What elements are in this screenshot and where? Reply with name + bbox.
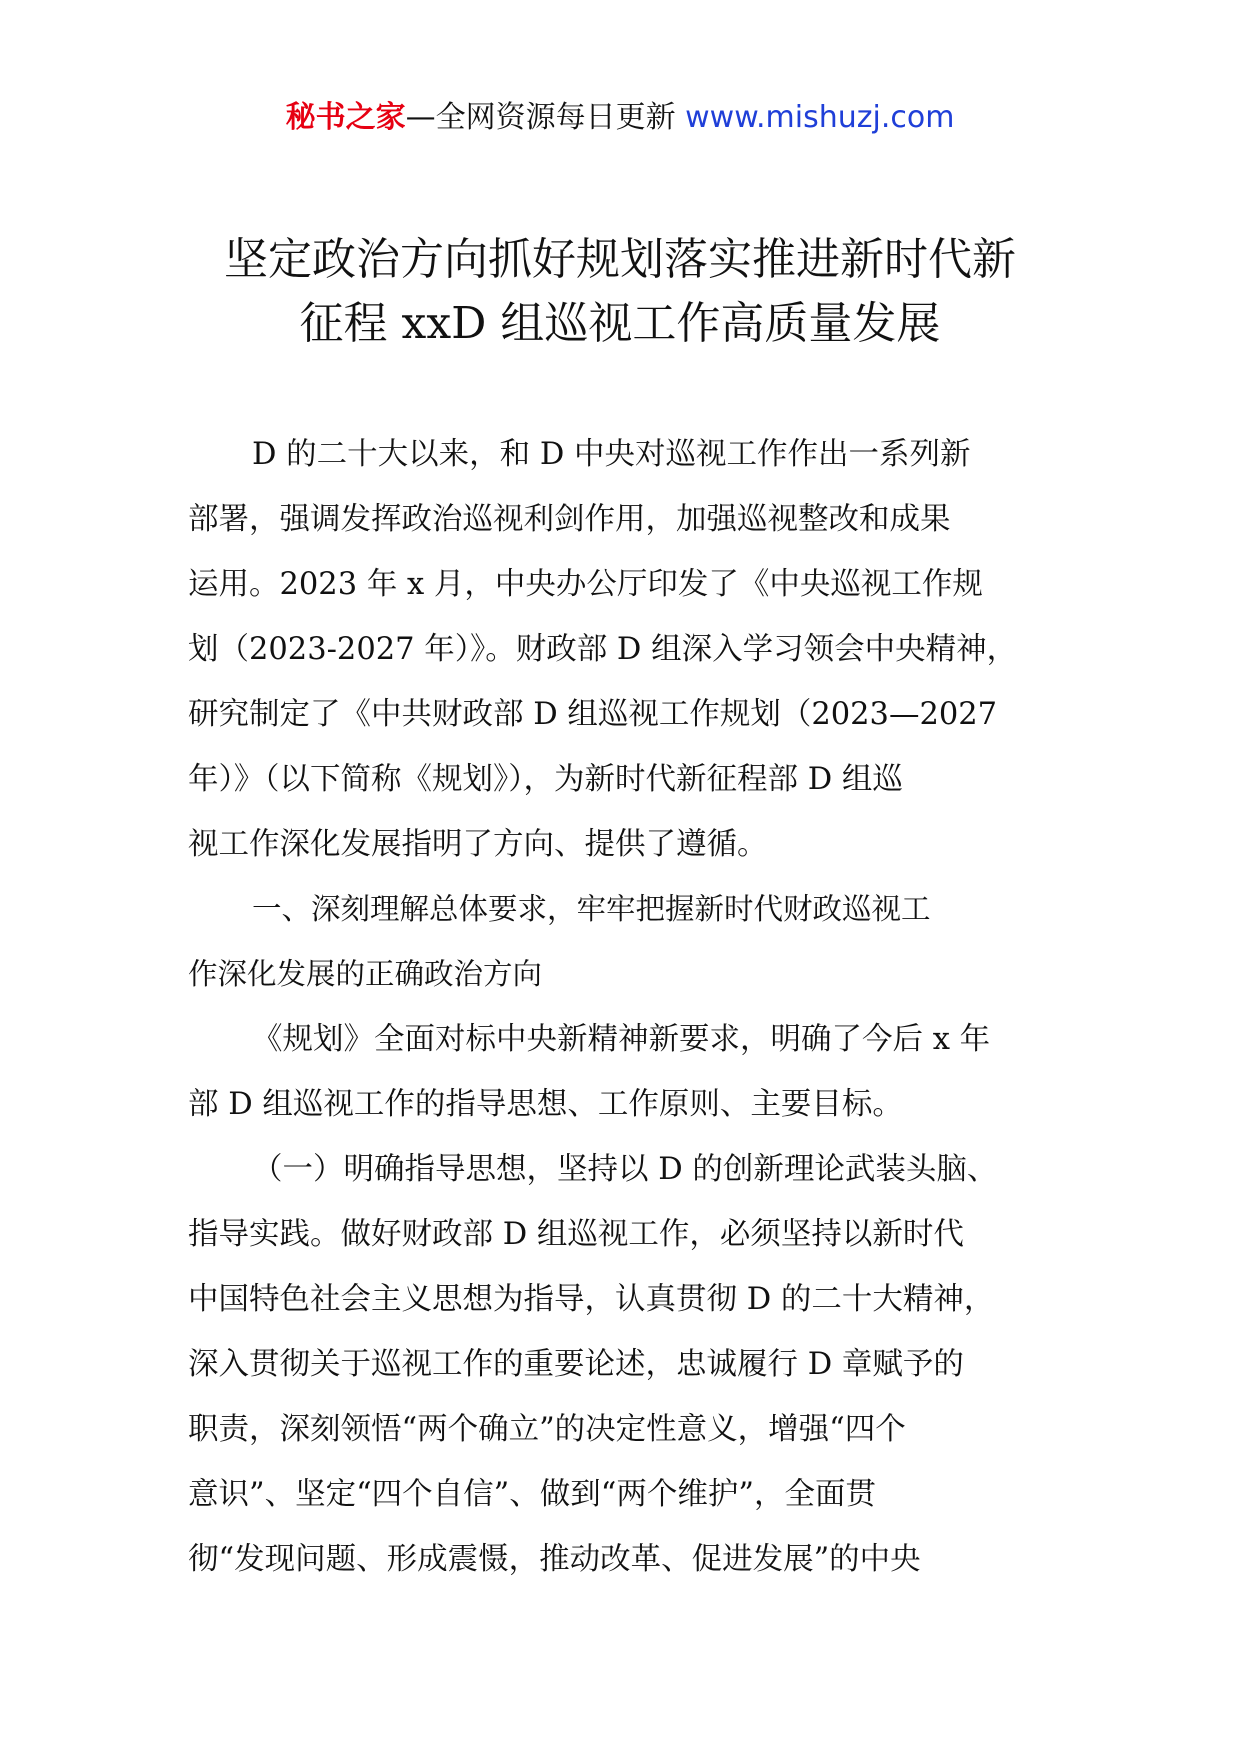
body-line: （一）明确指导思想，坚持以 D 的创新理论武装头脑、 [252, 1152, 998, 1187]
body-line: 年）》（以下简称《规划》），为新时代新征程部 D 组巡 [188, 762, 903, 797]
site-header [0, 98, 1240, 138]
section-heading-line: 一、深刻理解总体要求，牢牢把握新时代财政巡视工 [252, 892, 931, 926]
body-line: 职责，深刻领悟“两个确立”的决定性意义，增强“四个 [188, 1412, 906, 1447]
body-line: 运用。2023 年 x 月，中央办公厅印发了《中央巡视工作规 [188, 567, 983, 602]
body-line: 中国特色社会主义思想为指导，认真贯彻 D 的二十大精神， [188, 1282, 995, 1317]
body-line: 部 D 组巡视工作的指导思想、工作原则、主要目标。 [188, 1087, 903, 1122]
document-title [0, 228, 1240, 356]
body-line: 彻“发现问题、形成震慑，推动改革、促进发展”的中央 [188, 1542, 921, 1577]
section-heading-line: 作深化发展的正确政治方向 [188, 957, 543, 991]
body-line: 划（2023-2027 年）》。财政部 D 组深入学习领会中央精神， [188, 632, 1018, 667]
body-line: 意识”、坚定“四个自信”、做到“两个维护”，全面贯 [188, 1477, 876, 1512]
body-line: 视工作深化发展指明了方向、提供了遵循。 [188, 827, 768, 862]
body-line: 深入贯彻关于巡视工作的重要论述，忠诚履行 D 章赋予的 [188, 1347, 964, 1382]
brand-name: 秘书之家 [285, 100, 406, 135]
body-line: 指导实践。做好财政部 D 组巡视工作，必须坚持以新时代 [188, 1217, 964, 1252]
body-line: D 的二十大以来，和 D 中央对巡视工作作出一系列新 [252, 437, 971, 472]
body-line: 研究制定了《中共财政部 D 组巡视工作规划（2023—2027 [188, 697, 998, 732]
body-line: 《规划》全面对标中央新精神新要求，明确了今后 x 年 [252, 1022, 991, 1057]
header-tagline: —全网资源每日更新 [405, 100, 676, 135]
site-url[interactable]: www.mishuzj.com [685, 100, 955, 135]
title-line-2: 征程 xxD 组巡视工作高质量发展 [299, 298, 941, 349]
body-line: 部署，强调发挥政治巡视利剑作用，加强巡视整改和成果 [188, 502, 951, 537]
document-body [188, 422, 1048, 1592]
title-line-1: 坚定政治方向抓好规划落实推进新时代新 [224, 234, 1016, 285]
